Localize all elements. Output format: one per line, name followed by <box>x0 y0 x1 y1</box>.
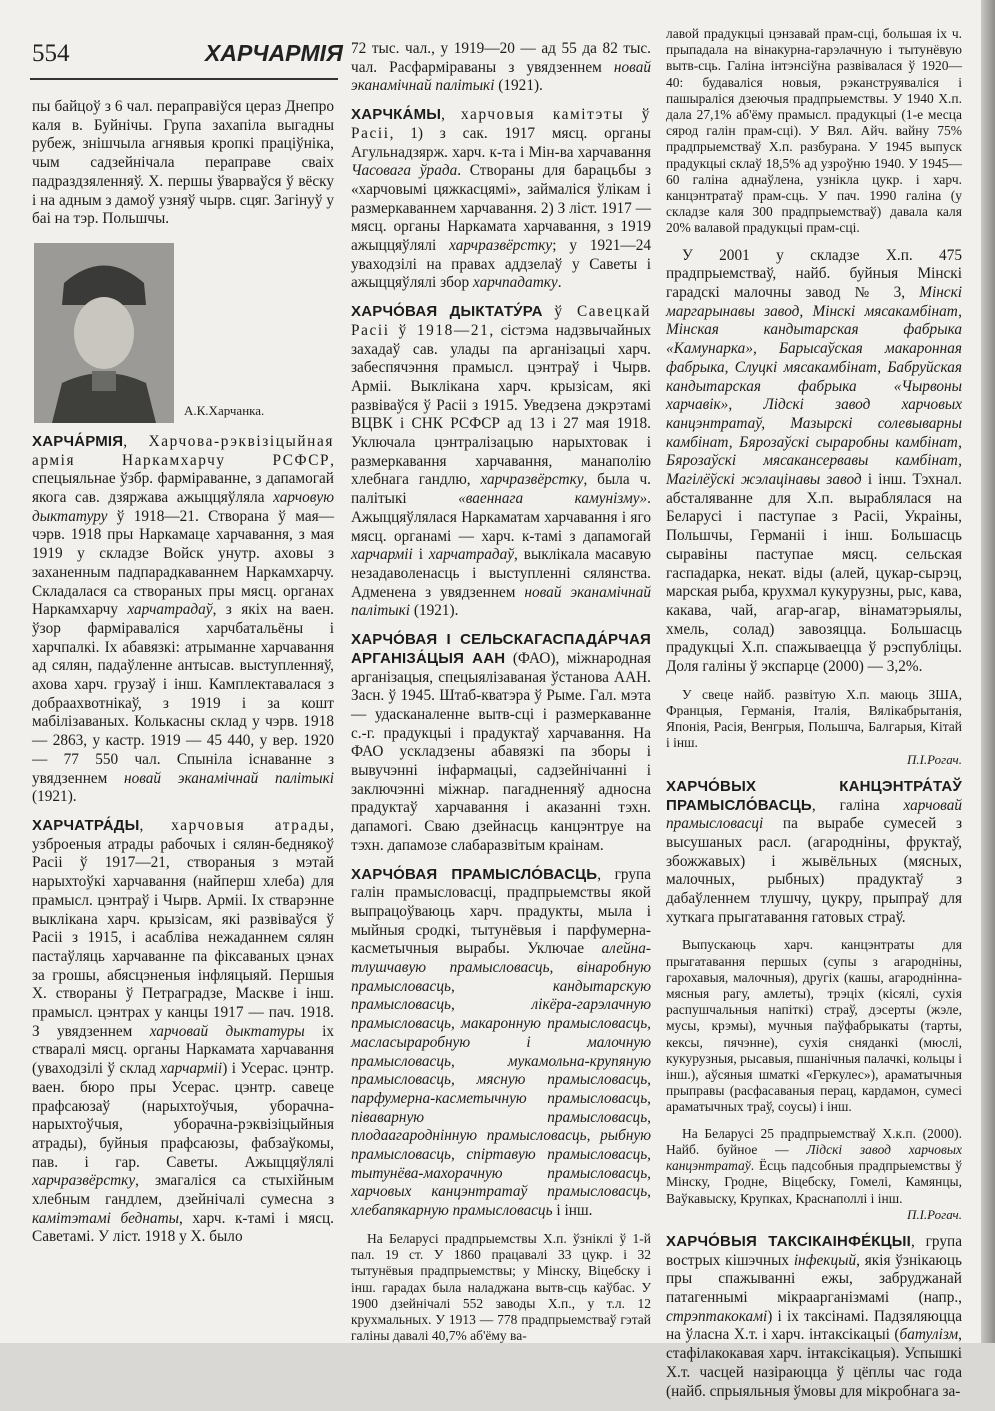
page-edge-shadow <box>981 0 995 1343</box>
running-title: ХАРЧАРМІЯ <box>205 40 343 66</box>
entry-kharchkamy: ХАРЧКА́МЫ, харчовыя камітэты ў Расіі, 1) з сак. 1917 мясц. органы Агульнадзярж. харч. к-та і Мін-ва харчавання Часовага ўрада. Створаны для барацьбы з «харчовымі цяжкасцямі», займаліся ўлікам і размеркаваннем харчавання. 2) З ліст. 1917 — мясц. органы Наркамата харчавання, з 1919 ажыццяўлялі харчразвёрстку; у 1921—24 уваходзілі на правах аддзелаў у Саветы і ажыццяўлялі збор харчпадатку. <box>351 106 652 292</box>
entry-kharchatrady: ХАРЧАТРА́ДЫ, харчовыя атрады, узброеныя атрады рабочых і сялян-беднякоў Расіі ў 1917—21, створаныя з мэтай нарыхтоўкі харчавання (найперш хлеба) для прамысл. цэнтраў і Чырв. Арміі. Іх стварэнне выклікана харч. крызісам, які развіваўся ў Расіі з 1915, і асабліва нежаданнем сялян пастаўляць харчаванне па фіксаваных цэнах за грошы, абясцэненыя інфляцыяй. Першыя Х. створаны ў Петраградзе, Маскве і інш. прамысл. цэнтрах у канцы 1917 — пач. 1918. З увядзеннем харчовай дыктатуры іх стваралі мясц. органы Наркамата харчавання (уваходзілі ў склад харчарміі) і Усерас. цэнтр. ваен. бюро пры Усерас. цэнтр. савеце прафсаюзаў (нарыхтоўчыя, уборачна-нарыхтоўчыя, уборачна-рэквізіцыйныя атрады), буйныя прафсаюзы, фабзаўкомы, пав. і гар. Саветы. Ажыццяўлялі харчразвёрстку, змагаліся са стыхійным хлебным гандлем, дзейнічалі сумесна з камітэтамі беднаты, харч. к-тамі і мясц. Саветамі. У ліст. 1918 у Х. было <box>32 816 334 1246</box>
column-1 <box>32 98 334 1257</box>
paragraph-belarus-history: На Беларусі прадпрыемствы Х.п. ўзніклі ў 1-й пал. 19 ст. У 1860 працавалі 33 цукр. і 32 тытунёвыя прадпрыемствы; у Мінску, Віцебску і інш. гарадах была наладжана вытв-сць каўбас. У 1900 дзейнічалі 552 заводы Х.п., у т.л. 12 крухмальных. У 1913 — 778 прадпрыемстваў гэтай галіны давалі 40,7% аб'ёму ва- <box>351 1230 651 1344</box>
entry-food-concentrates: ХАРЧО́ВЫХ КАНЦЭНТРА́ТАЎ ПРАМЫСЛО́ВАСЦЬ, галіна харчовай прамысловасці па вырабе сумесей з высушаных расл. (агародніны, фруктаў, збожжавых) і жывёльных (мясных, малочных, рыбных) прадуктаў з дабаўленнем тлушчу, цукру, прыпраў для хуткага прыгатавання гатовых страў. <box>666 777 962 926</box>
portrait-figure <box>32 239 334 425</box>
entry-food-dictatorship: ХАРЧО́ВАЯ ДЫКТАТУ́РА ў Савецкай Расіі ў 1918—21, сістэма надзвычайных захадаў сав. улады па арганізацыі харч. забеспячэння прамысл. цэнтраў і Чырв. Арміі. Выклікана харч. крызісам, які развіваўся ў Расіі з 1915. Уведзена дэкрэтамі ВЦВК і СНК РСФСР ад 13 і 27 мая 1918. Уключала цэнтралізацыю нарыхтовак і размеркавання харчавання, манаполію хлебнага гандлю, харчразвёрстку, была ч. палітыкі «ваеннага камунізму». Ажыццяўлялася Наркаматам харчавання і яго мясц. органамі — харч. к-тамі з дапамогай харчарміі і харчатрадаў, выклікала масавую незадаволенасць і выступленні сялянства. Адменена з увядзеннем новай эканамічнай палітыкі (1921). <box>351 303 652 620</box>
header-rule <box>30 78 338 80</box>
paragraph-continued: 72 тыс. чал., у 1919—20 — ад 55 да 82 тыс. чал. Расфарміраваны з увядзеннем новай эканамічнай палітыкі (1921). <box>351 40 651 95</box>
portrait-caption: А.К.Харчанка. <box>184 403 265 419</box>
paragraph-continued-3: лавой прадукцыі цэнзавай прам-сці, большая іх ч. прыпадала на вінакурна-гарэлачную і тытунёвую вытв-сць. Галіна інтэнсіўна развівалася ў 1920—40: будаваліся новыя, рэканструяваліся і пашыраліся дзеючыя прадпрыемствы. У 1940 Х.п. дала 27,1% аб'ёму прамысл. прадукцыі (1-е месца сярод галін прам-сці). У Вял. Айч. вайну 75% прадпрыемстваў Х.п. разбурана. У 1945 выпуск прадукцыі склаў 18,5% ад узроўню 1940. У 1945—60 галіна аднаўлена, узнікла цукр. і харч. канцэнтратаў прам-сць. У пач. 1990 галіна (у складзе каля 300 прадпрыемстваў) давала каля 20% валавой прадукцыі прам-сці. <box>666 26 962 236</box>
column-3 <box>666 26 962 1411</box>
entry-food-industry: ХАРЧО́ВАЯ ПРАМЫСЛО́ВАСЦЬ, група галін прамысловасці, прадпрыемствы якой выпрацоўваюць харч. прадукты, мыла і мыйныя сродкі, тытунёвыя і парфумерна-касметычныя вырабы. Уключае алейна-тлушчавую прамысловасць, вінаробную прамысловасць, кандытарскую прамысловасць, лікёра-гарэлачную прамысловасць, макаронную прамысловасць, масласыраробную і малочную прамысловасць, мукамольна-крупяную прамысловасць, мясную прамысловасць, парфумерна-касметычную прамысловасць, піваварную прамысловасць, плодаагароднінную прамысловасць, рыбную прамысловасць, спіртавую прамысловасць, тытунёва-махорачную прамысловасць, харчовых канцэнтратаў прамысловасць, хлебапякарную прамысловасць і інш. <box>351 865 651 1220</box>
paragraph-intro: пы байцоў з 6 чал. пераправіўся цераз Днепро каля в. Буйнічы. Група захапіла выгадны рубеж, знішчыла агнявыя кропкі праціўніка, чым садзейнічала пераправе сваіх падраздзяленняў. Х. першы ўварваўся ў вёску і на адным з дамоў узняў чырв. сцяг. Загінуў у баі на тэр. Польшчы. <box>32 98 334 228</box>
column-2 <box>351 40 651 1354</box>
entry-food-toxicoinfections: ХАРЧО́ВЫЯ ТАКСІКАІНФЕ́КЦЫІ, група вострых кішэчных інфекцый, якія ўзнікаюць пры спажыванні ежы, забруджанай патагеннымі мікраарганізмамі (напр., стрэптакокамі) і іх таксінамі. Падзяляюцца на ўласна Х.т. і харч. інтаксікацыі (батулізм, стафілакокавая харч. інтаксікацыя). Успышкі Х.т. часцей назіраюцца ў цёплы час года (найб. спрыяльныя ўмовы для мікробнага за- <box>666 1232 962 1400</box>
paragraph-world: У свеце найб. развітую Х.п. маюць ЗША, Францыя, Германія, Італія, Вялікабрытанія, Японія, Расія, Венгрыя, Польшча, Балгарыя, Кітай і інш. П.І.Рогач. <box>666 686 962 767</box>
entry-fao: ХАРЧО́ВАЯ І СЕЛЬСКАГАСПАДА́РЧАЯ АРГАНІЗА́ЦЫЯ ААН (ФАО), міжнародная арганізацыя, спецыялізаваная ўстанова ААН. Засн. ў 1945. Штаб-кватэра ў Рыме. Гал. мэта — удасканаленне вытв-сці і размеркаванне с.-г. прадукцыі і прадуктаў харчавання. На ФАО ускладзены абавязкі па зборы і вывучэнні інфармацыі, садзейнічанні і заключэнні міжнар. пагадненняў адносна прадуктаў харчавання і аказанні тэхн. дапамогі. Сваю дзейнасць канцэнтруе на тэхн. дапамозе слабаразвітым краінам. <box>351 631 651 854</box>
entry-kharchamiya: ХАРЧА́РМІЯ, Харчова-рэквізіцыйная армія Наркамхарчу РСФСР, спецыяльнае ўзбр. фарміраванне, з дапамогай якога сав. дзяржава ажыццяўляла харчовую дыктатуру ў 1918—21. Створана ў мая—чэрв. 1918 пры Наркамаце харчавання, з мая 1919 у складзе Войск унутр. аховы з заханенным падпарадкаваннем Наркамхарчу. Складалася са створаных пры мясц. органах Наркамхарчу харчатрадаў, з якіх на ваен. ўзор фарміраваліся харчбатальёны і харчпалкі. Іх абавязкі: атрыманне харчавання ад сялян, падаўленне антысав. выступленняў, ахова харч. грузаў і інш. Камплектавалася з добраахвотнікаў, з 1919 і за кошт мабілізаваных. Колькасны склад у чэрв. 1918 — 2863, у кастр. 1919 — 45 440, у вер. 1920 — 77 550 чал. Спыніла існаванне з увядзеннем новай эканамічнай палітыкі (1921). <box>32 432 334 806</box>
paragraph-concentrates-belarus: На Беларусі 25 прадпрыемстваў Х.к.п. (2000). Найб. буйное — Лідскі завод харчовых канцэнтратаў. Ёсць падсобныя прадпрыемствы ў Мінску, Гродне, Віцебску, Гомелі, Камянцы, Ваўкавыску, Крупках, Краснаполлі і інш. П.І.Рогач. <box>666 1125 963 1222</box>
author-signature-2: П.І.Рогач. <box>906 1206 962 1222</box>
author-signature: П.І.Рогач. <box>906 751 962 767</box>
paragraph-concentrates-products: Выпускаюць харч. канцэнтраты для прыгатавання першых (супы з агародніны, гарохавыя, малочныя), другіх (кашы, агароднінна-мясныя рагу, амлеты), трэціх (кісялі, сухія распушчальныя напіткі) страў, дэсерты (жэле, мусы, крэмы), мучныя паўфабрыкаты (тарты, кексы, пячэнне), сухія сняданкі (мюслі, кукурузныя, рысавыя, пшанічныя палачкі, кольцы і інш.), аўсяныя шматкі «Геркулес»), араматычныя прыправы (расфасаваныя перац, кардамон, сумесі араматычных траў, соусы) і інш. <box>666 937 962 1115</box>
paragraph-2001: У 2001 у складзе Х.п. 475 прадпрыемстваў, найб. буйныя Мінскі гарадскі малочны завод № 3, Мінскі маргарынавы завод, Мінскі мясакамбінат, Мінская кандытарская фабрыка «Камунарка», Барысаўская макаронная фабрыка, Слуцкі мясакамбінат, Бабруйская кандытарская фабрыка «Чырвоны харчавік», Лідскі завод харчовых канцэнтратаў, Мазырскі солевыварны камбінат, Бярозаўскі сыраробны камбінат, Бярозаўскі мясакансервавы камбінат, Магілёўскі жэлацінавы завод і інш. Тэхнал. абсталяванне для Х.п. выраблялася на Беларусі і паступае з Расіі, Украіны, Польшчы, Германіі і інш. Большасць сыравіны паступае мясц. сельская гаспадарка, некат. віды (алей, цукар-сырэц, марская рыба, крухмал кукурузны, рыс, кава, какава, чай, агар-агар, вінаматэрыялы, хмель, солад) завозяцца. Большасць прадукцыі Х.п. спажываецца ў рэспубліцы. Доля галіны ў экспарце (2000) — 3,2%. <box>666 246 962 676</box>
portrait-photo <box>34 243 174 423</box>
page-number: 554 <box>32 40 70 67</box>
